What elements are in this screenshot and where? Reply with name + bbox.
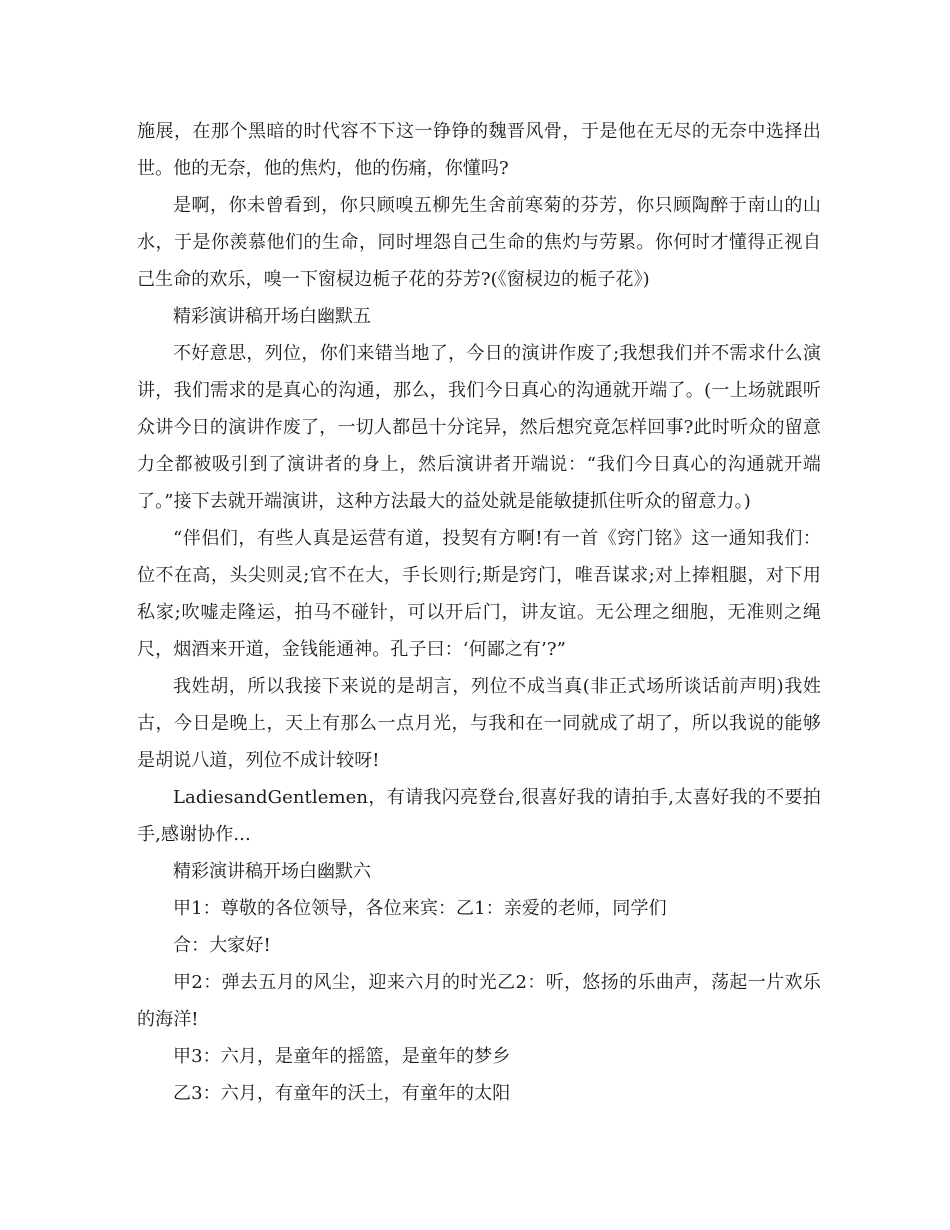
paragraph-continuation: 施展，在那个黑暗的时代容不下这一铮铮的魏晋风骨，于是他在无尽的无奈中选择出世。他的无奈，他的焦灼，他的伤痛，你懂吗?: [137, 121, 821, 179]
paragraph: 我姓胡，所以我接下来说的是胡言，列位不成当真(非正式场所谈话前声明)我姓古，今日是晚上，天上有那么一点月光，与我和在一同就成了胡了，所以我说的能够是胡说八道，列位不成计较呀!: [137, 676, 821, 771]
dialogue-line: 甲1：尊敬的各位领导，各位来宾：乙1：亲爱的老师，同学们: [173, 898, 667, 919]
dialogue-line: 甲2：弹去五月的风尘，迎来六月的时光乙2：听，悠扬的乐曲声，荡起一片欢乐的海洋!: [137, 972, 821, 1030]
dialogue-line: 乙3：六月，有童年的沃土，有童年的太阳: [173, 1083, 511, 1104]
paragraph: LadiesandGentlemen，有请我闪亮登台,很喜好我的请拍手,太喜好我的不要拍手,感谢协作...: [137, 787, 821, 845]
section-heading: 精彩演讲稿开场白幽默五: [173, 306, 371, 327]
paragraph: 不好意思，列位，你们来错当地了，今日的演讲作废了;我想我们并不需求什么演讲，我们需求的是真心的沟通，那么，我们今日真心的沟通就开端了。(一上场就跟听众讲今日的演讲作废了，一切人都邑十分诧异，然后想究竟怎样回事?此时听众的留意力全都被吸引到了演讲者的身上，然后演讲者开端说：“我们今日真心的沟通就开端了。”接下去就开端演讲，这种方法最大的益处就是能敏捷抓住听众的留意力。): [137, 343, 821, 512]
paragraph-quote: “伴侣们，有些人真是运营有道，投契有方啊!有一首《窍门铭》这一通知我们：位不在高，头尖则灵;官不在大，手长则行;斯是窍门，唯吾谋求;对上捧粗腿，对下用私家;吹嘘走隆运，拍马不碰针，可以开后门，讲友谊。无公理之细胞，无准则之绳尺，烟酒来开道，金钱能通神。孔子曰：‘何鄙之有’?”: [137, 528, 821, 660]
dialogue-line: 甲3：六月，是童年的摇篮，是童年的梦乡: [173, 1046, 511, 1067]
document-body: [137, 113, 821, 1112]
paragraph: 是啊，你未曾看到，你只顾嗅五柳先生舍前寒菊的芬芳，你只顾陶醉于南山的山水，于是你羡慕他们的生命，同时埋怨自己生命的焦灼与劳累。你何时才懂得正视自己生命的欢乐，嗅一下窗棂边栀子花的芬芳?(《窗棂边的栀子花》): [137, 195, 821, 290]
dialogue-line: 合：大家好!: [173, 935, 271, 956]
section-heading: 精彩演讲稿开场白幽默六: [173, 861, 371, 882]
